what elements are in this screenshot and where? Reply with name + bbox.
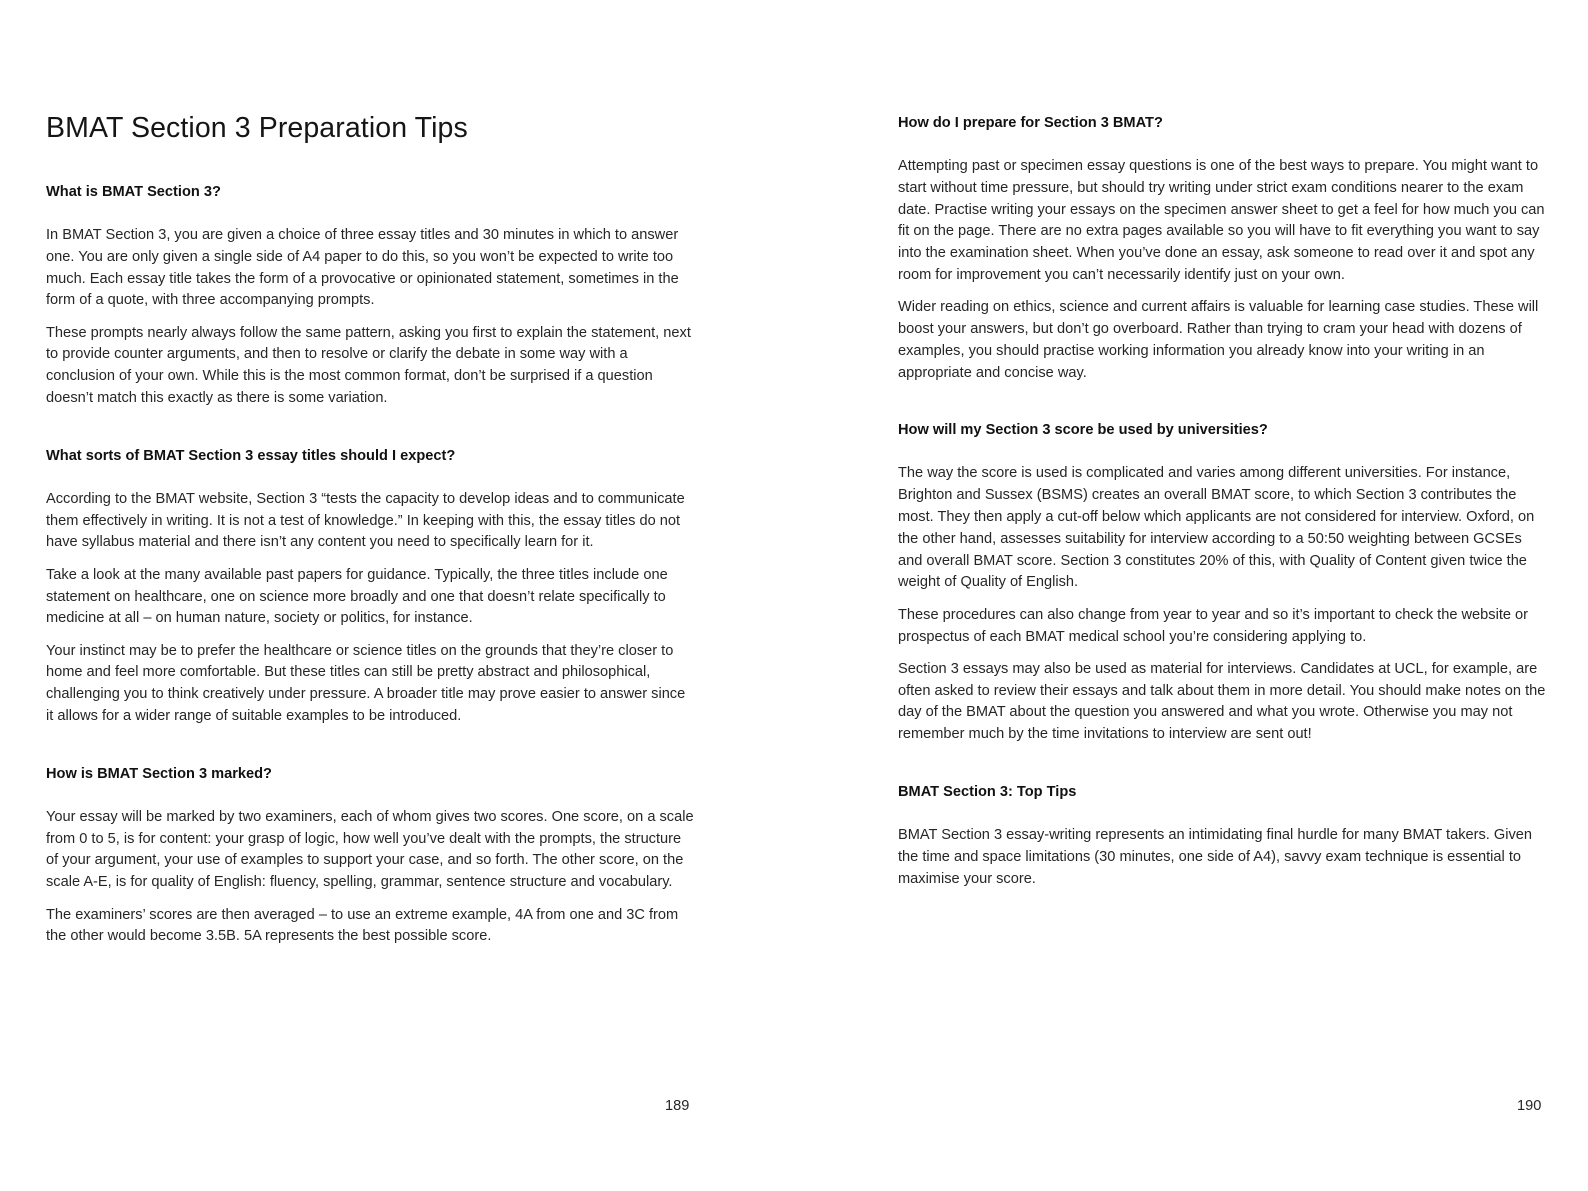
section-how-to-prepare bbox=[898, 113, 1546, 384]
left-page bbox=[46, 0, 694, 1191]
paragraph: Take a look at the many available past papers for guidance. Typically, the three titles include one statement on healthcare, one on science more broadly and one that doesn’t relate specifically to medicine at all – on human nature, society or politics, for instance. bbox=[46, 566, 668, 627]
section-score-usage bbox=[898, 420, 1546, 746]
page-title: BMAT Section 3 Preparation Tips bbox=[46, 112, 468, 144]
section-how-marked bbox=[46, 764, 694, 948]
page-number: 189 bbox=[665, 1098, 690, 1114]
paragraph: Your essay will be marked by two examiners, each of whom gives two scores. One score, on a scale from 0 to 5, is for content: your grasp of logic, how well you’ve dealt with the prompts, the structure of your argument, your use of examples to support your case, and so forth. The other score, on the scale A-E, is for quality of English: fluency, spelling, grammar, sentence structure and vocabulary. bbox=[46, 808, 694, 891]
paragraph: According to the BMAT website, Section 3 “tests the capacity to develop ideas and to communicate them effectively in writing. It is not a test of knowledge.” In keeping with this, the essay titles do not have syllabus material and there isn’t any content you need to specifically learn for it. bbox=[46, 490, 685, 551]
section-essay-titles bbox=[46, 446, 694, 728]
section-heading: BMAT Section 3: Top Tips bbox=[898, 784, 1077, 801]
section-heading: What is BMAT Section 3? bbox=[46, 184, 221, 200]
section-what-is-section-3 bbox=[46, 182, 694, 410]
paragraph: Wider reading on ethics, science and current affairs is valuable for learning case studies. These will boost your answers, but don’t go overboard. Rather than trying to cram your head with dozens of examples, you should practise working information you already know into your writing in an appropriate and concise way. bbox=[898, 299, 1539, 381]
left-page-content bbox=[46, 182, 694, 948]
section-heading: How is BMAT Section 3 marked? bbox=[46, 765, 272, 782]
paragraph: The way the score is used is complicated and varies among different universities. For instance, Brighton and Sussex (BSMS) creates an overall BMAT score, to which Section 3 contributes the most. They then apply a cut-off below which applicants are not considered for interview. Oxford, on the other hand, assesses suitability for interview according to a 50:50 weighting between GCSEs and overall BMAT score. Section 3 constitutes 20% of this, with Quality of Content given twice the weight of Quality of English. bbox=[898, 465, 1535, 591]
paragraph: In BMAT Section 3, you are given a choice of three essay titles and 30 minutes in which to answer one. You are only given a single side of A4 paper to do this, so you won’t be expected to write too much. Each essay title takes the form of a provocative or opinionated statement, sometimes in the form of a quote, with three accompanying prompts. bbox=[46, 227, 679, 309]
section-heading: What sorts of BMAT Section 3 essay titles should I expect? bbox=[46, 447, 456, 464]
section-top-tips bbox=[898, 782, 1546, 890]
paragraph: These prompts nearly always follow the same pattern, asking you first to explain the statement, next to provide counter arguments, and then to resolve or clarify the debate in some way with a conclusion of your own. While this is the most common format, don’t be surprised if a question doesn’t match this exactly as there is some variation. bbox=[46, 324, 691, 407]
paragraph: Your instinct may be to prefer the healthcare or science titles on the grounds that they’re closer to home and feel more comfortable. But these titles can still be pretty abstract and philosophical, challenging you to think creatively under pressure. A broader title may prove easier to answer since it allows for a wider range of suitable examples to be introduced. bbox=[46, 642, 686, 725]
paragraph: These procedures can also change from year to year and so it’s important to check the website or prospectus of each BMAT medical school you’re considering applying to. bbox=[898, 606, 1529, 645]
right-page-content bbox=[898, 113, 1546, 890]
right-page bbox=[898, 0, 1546, 1191]
section-heading: How do I prepare for Section 3 BMAT? bbox=[898, 115, 1163, 131]
paragraph: Attempting past or specimen essay questions is one of the best ways to prepare. You might want to start without time pressure, but should try writing under strict exam conditions nearer to the exam date. Practise writing your essays on the specimen answer sheet to get a feel for how much you can fit on the page. There are no extra pages available so you will have to fit everything you want to say into the examination sheet. When you’ve done an essay, ask someone to read over it and spot any room for improvement you can’t necessarily identify just on your own. bbox=[898, 158, 1545, 283]
paragraph: The examiners’ scores are then averaged – to use an extreme example, 4A from one and 3C from the other would become 3.5B. 5A represents the best possible score. bbox=[46, 906, 679, 945]
paragraph: BMAT Section 3 essay-writing represents an intimidating final hurdle for many BMAT takers. Given the time and space limitations (30 minutes, one side of A4), savvy exam technique is essential to maximise your score. bbox=[898, 827, 1533, 887]
page-number: 190 bbox=[1517, 1098, 1542, 1114]
paragraph: Section 3 essays may also be used as material for interviews. Candidates at UCL, for example, are often asked to review their essays and talk about them in more detail. You should make notes on the day of the BMAT about the question you answered and what you wrote. Otherwise you may not remember much by the time invitations to interview are sent out! bbox=[898, 660, 1546, 743]
section-heading: How will my Section 3 score be used by universities? bbox=[898, 422, 1268, 439]
